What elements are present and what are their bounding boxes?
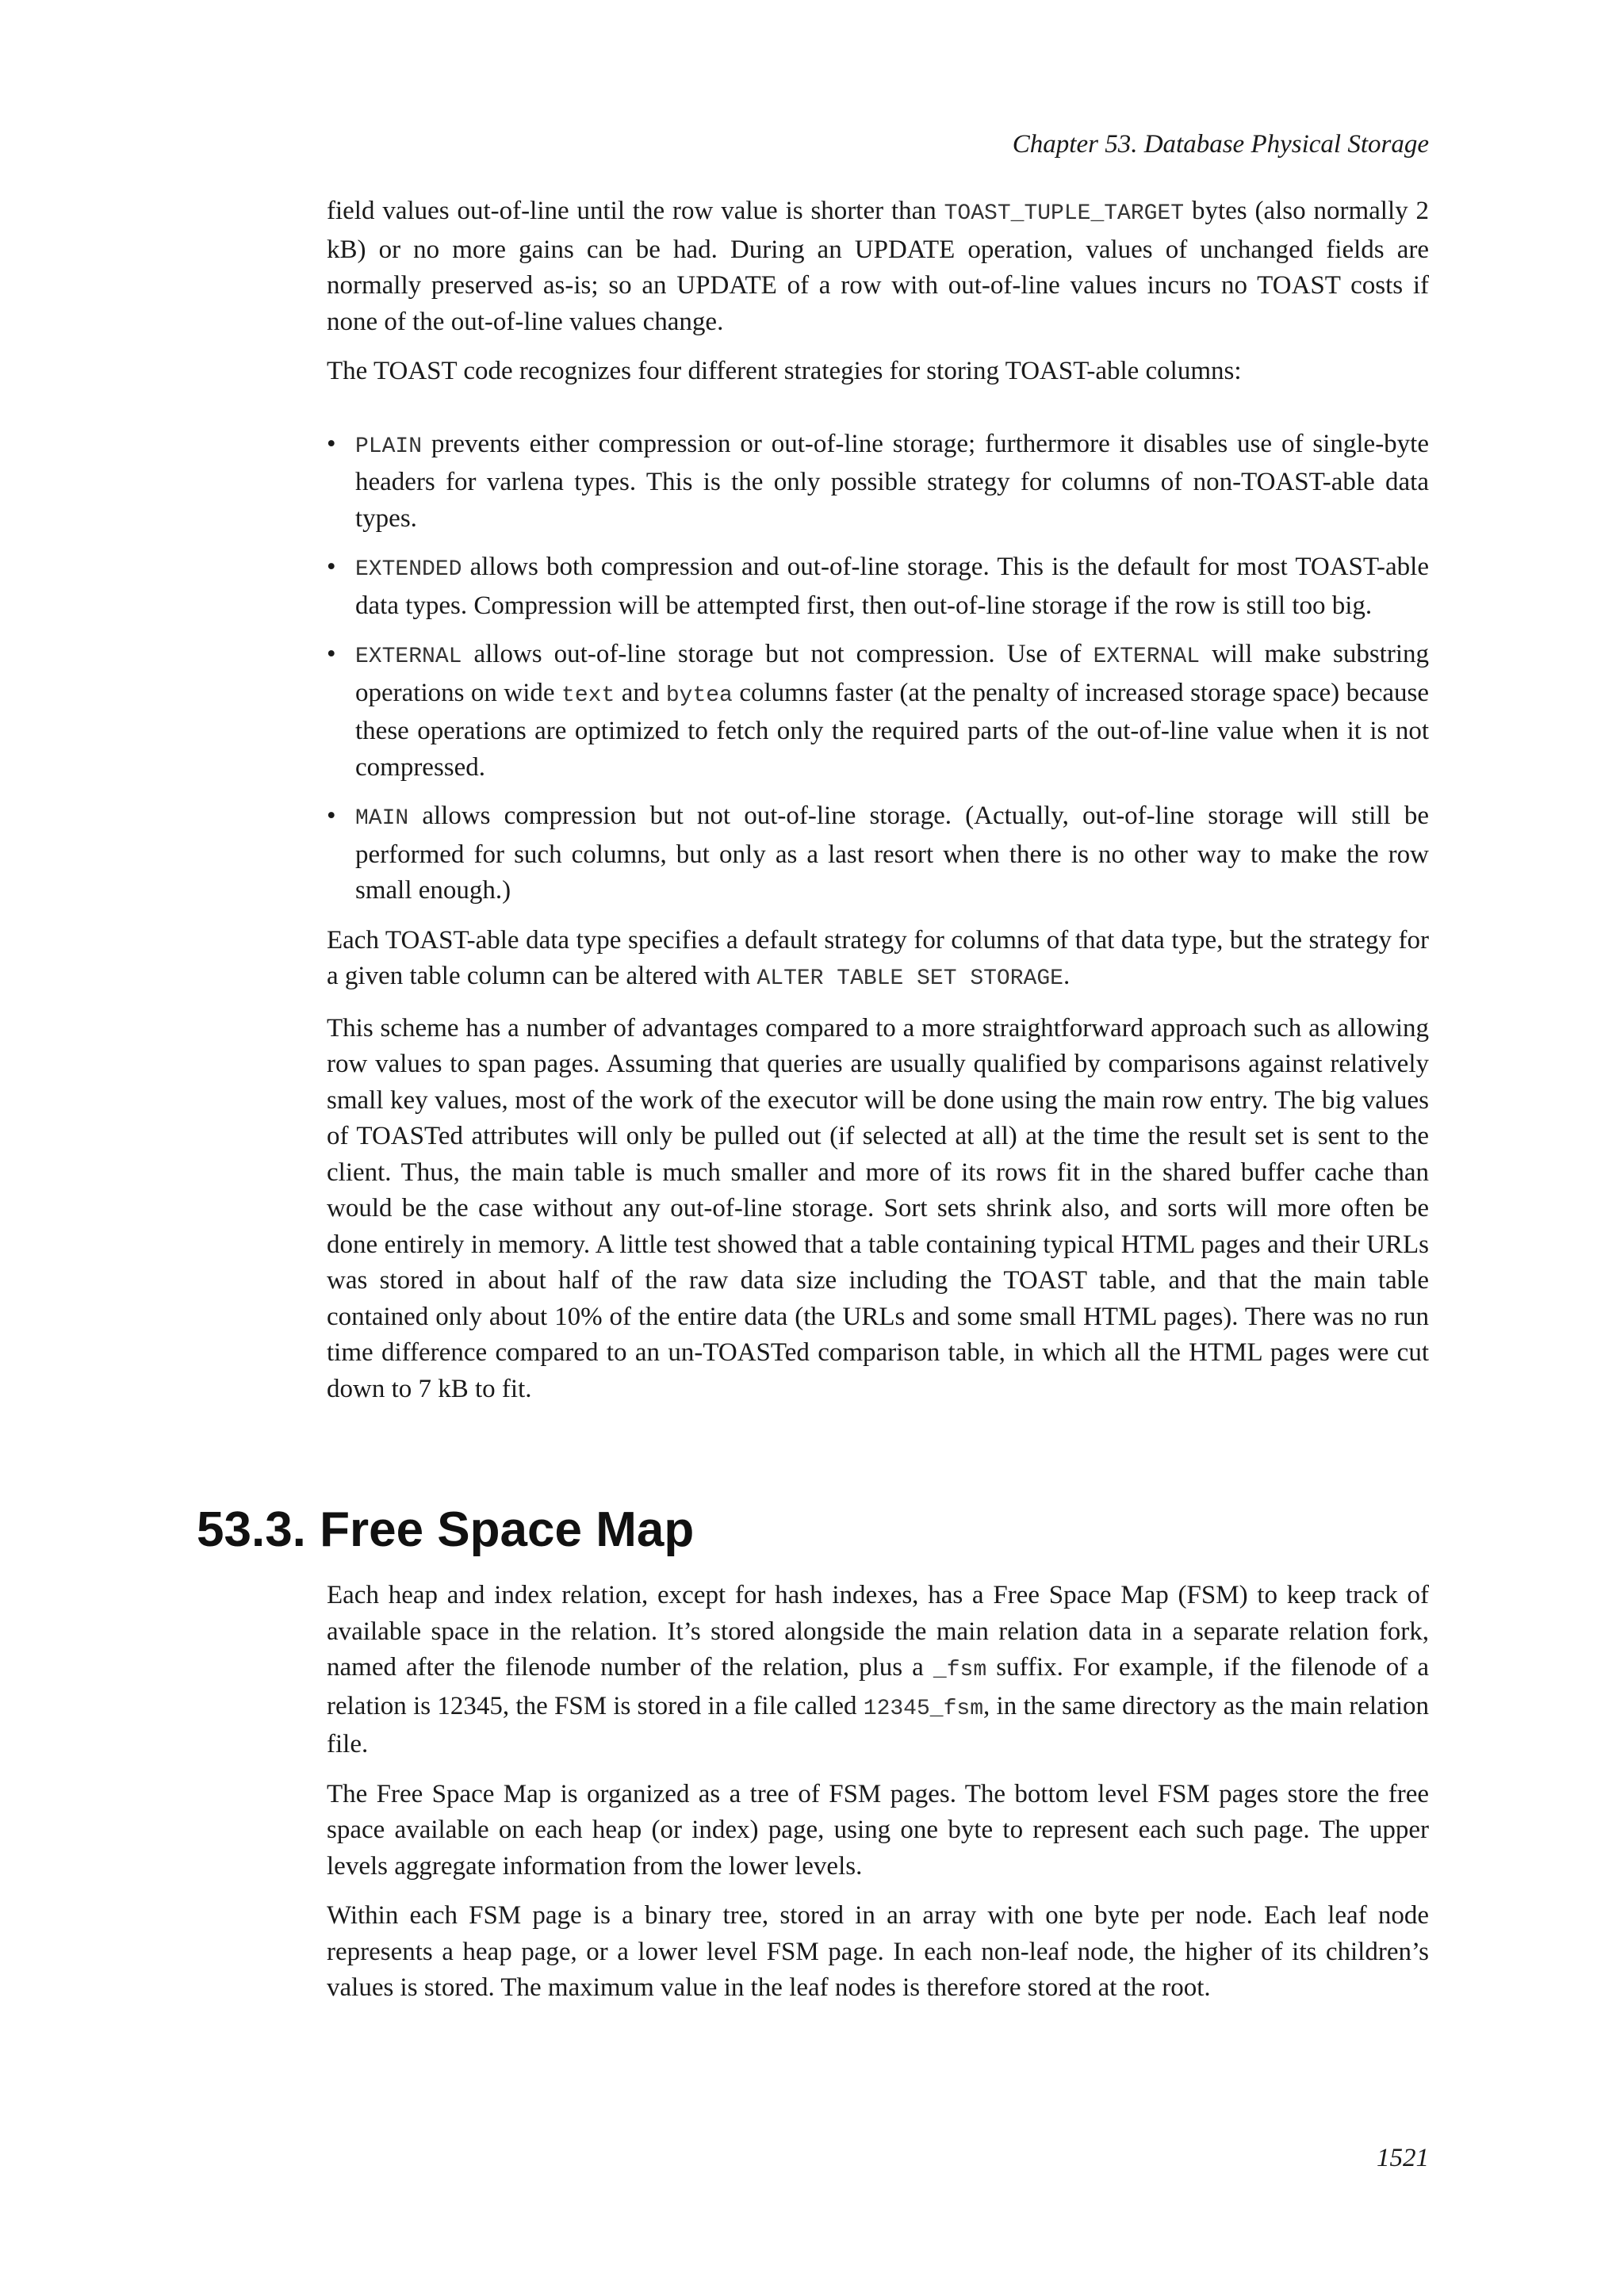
- page-number: 1521: [1377, 2144, 1429, 2172]
- bullet-icon: •: [327, 429, 336, 458]
- fsm-filename-code: 12345_fsm: [863, 1696, 983, 1721]
- fsm-section-body: [327, 1578, 1429, 2020]
- strategy-list: [327, 427, 1429, 909]
- text-type-code: text: [561, 683, 615, 708]
- alter-table-code: ALTER TABLE SET STORAGE: [756, 966, 1063, 991]
- paragraph-default-strategy: Each TOAST-able data type specifies a default strategy for columns of that data type, but the strategy for a given table column can be altered with ALTER TABLE SET STORAGE.: [327, 925, 1429, 991]
- extended-code: EXTENDED: [355, 557, 462, 582]
- fsm-suffix-code: _fsm: [933, 1658, 987, 1682]
- bullet-icon: •: [327, 553, 336, 581]
- list-item-external: • EXTERNAL allows out-of-line storage but not compression. Use of EXTERNAL will make substring operations on wide text and bytea columns faster (at the penalty of increased storage space) because these operations are optimized to fetch only the required parts of the out-of-line value when it is not compressed.: [327, 637, 1429, 786]
- toast-tuple-target-code: TOAST_TUPLE_TARGET: [944, 201, 1185, 226]
- plain-code: PLAIN: [355, 434, 423, 459]
- paragraph-advantages: This scheme has a number of advantages compared to a more straightforward approach such as allowing row values to span pages. Assuming that queries are usually qualified by comparisons against relatively small key values, most of the work of the executor will be done using the main row entry. The big values of TOASTed attributes will only be pulled out (if selected at all) at the time the result set is sent to the client. Thus, the main table is much smaller and more of its rows fit in the shared buffer cache than would be the case without any out-of-line storage. Sort sets shrink also, and sorts will more often be done entirely in memory. A little test showed that a table containing typical HTML pages and their URLs was stored in about half of the raw data size including the TOAST table, and that the main table contained only about 10% of the entire data (the URLs and some small HTML pages). There was no run time difference compared to an un-TOASTed comparison table, in which all the HTML pages were cut down to 7 kB to fit.: [327, 1013, 1429, 1403]
- running-header: Chapter 53. Database Physical Storage: [1012, 130, 1429, 159]
- bullet-icon: •: [327, 802, 336, 830]
- bullet-icon: •: [327, 640, 336, 668]
- paragraph-strategies-intro: The TOAST code recognizes four different strategies for storing TOAST-able columns:: [327, 357, 1242, 385]
- list-item-plain: • PLAIN prevents either compression or out-of-line storage; furthermore it disables use of single-byte headers for varlena types. This is the only possible strategy for columns of non-TOAST-able data types.: [327, 427, 1429, 538]
- paragraph-fsm-binary-tree: Within each FSM page is a binary tree, stored in an array with one byte per node. Each leaf node represents a heap page, or a lower level FSM page. In each non-leaf node, the higher of its children’s values is stored. The maximum value in the leaf nodes is therefore stored at the root.: [327, 1901, 1429, 2002]
- main-code: MAIN: [355, 806, 409, 831]
- section-heading-fsm: 53.3. Free Space Map: [197, 1502, 695, 1557]
- list-item-main: • MAIN allows compression but not out-of-line storage. (Actually, out-of-line storage will still be performed for such columns, but only as a last resort when there is no other way to make the row small enough.): [327, 798, 1429, 909]
- paragraph-fsm-intro: Each heap and index relation, except for hash indexes, has a Free Space Map (FSM) to keep track of available space in the relation. It’s stored alongside the main relation data in a separate relation fork, named after the filenode number of the relation, plus a _fsm suffix. For example, if the filenode of a relation is 12345, the FSM is stored in a file called 12345_fsm, in the same directory as the main relation file.: [327, 1581, 1429, 1758]
- external-code-inline: EXTERNAL: [1093, 645, 1201, 669]
- paragraph-fsm-tree: The Free Space Map is organized as a tree of FSM pages. The bottom level FSM pages store the free space available on each heap (or index) page, using one byte to represent each such page. The upper levels aggregate information from the lower levels.: [327, 1779, 1429, 1881]
- external-code: EXTERNAL: [355, 645, 462, 669]
- toast-section-body: [327, 193, 1429, 1421]
- list-item-extended: • EXTENDED allows both compression and out-of-line storage. This is the default for most TOAST-able data types. Compression will be attempted first, then out-of-line storage if the row is still too big.: [327, 549, 1429, 624]
- bytea-type-code: bytea: [665, 683, 733, 708]
- paragraph-toast-continuation: field values out-of-line until the row value is shorter than TOAST_TUPLE_TARGET bytes (also normally 2 kB) or no more gains can be had. During an UPDATE operation, values of unchanged fields are normally preserved as-is; so an UPDATE of a row with out-of-line values incurs no TOAST costs if none of the out-of-line values change.: [327, 197, 1429, 336]
